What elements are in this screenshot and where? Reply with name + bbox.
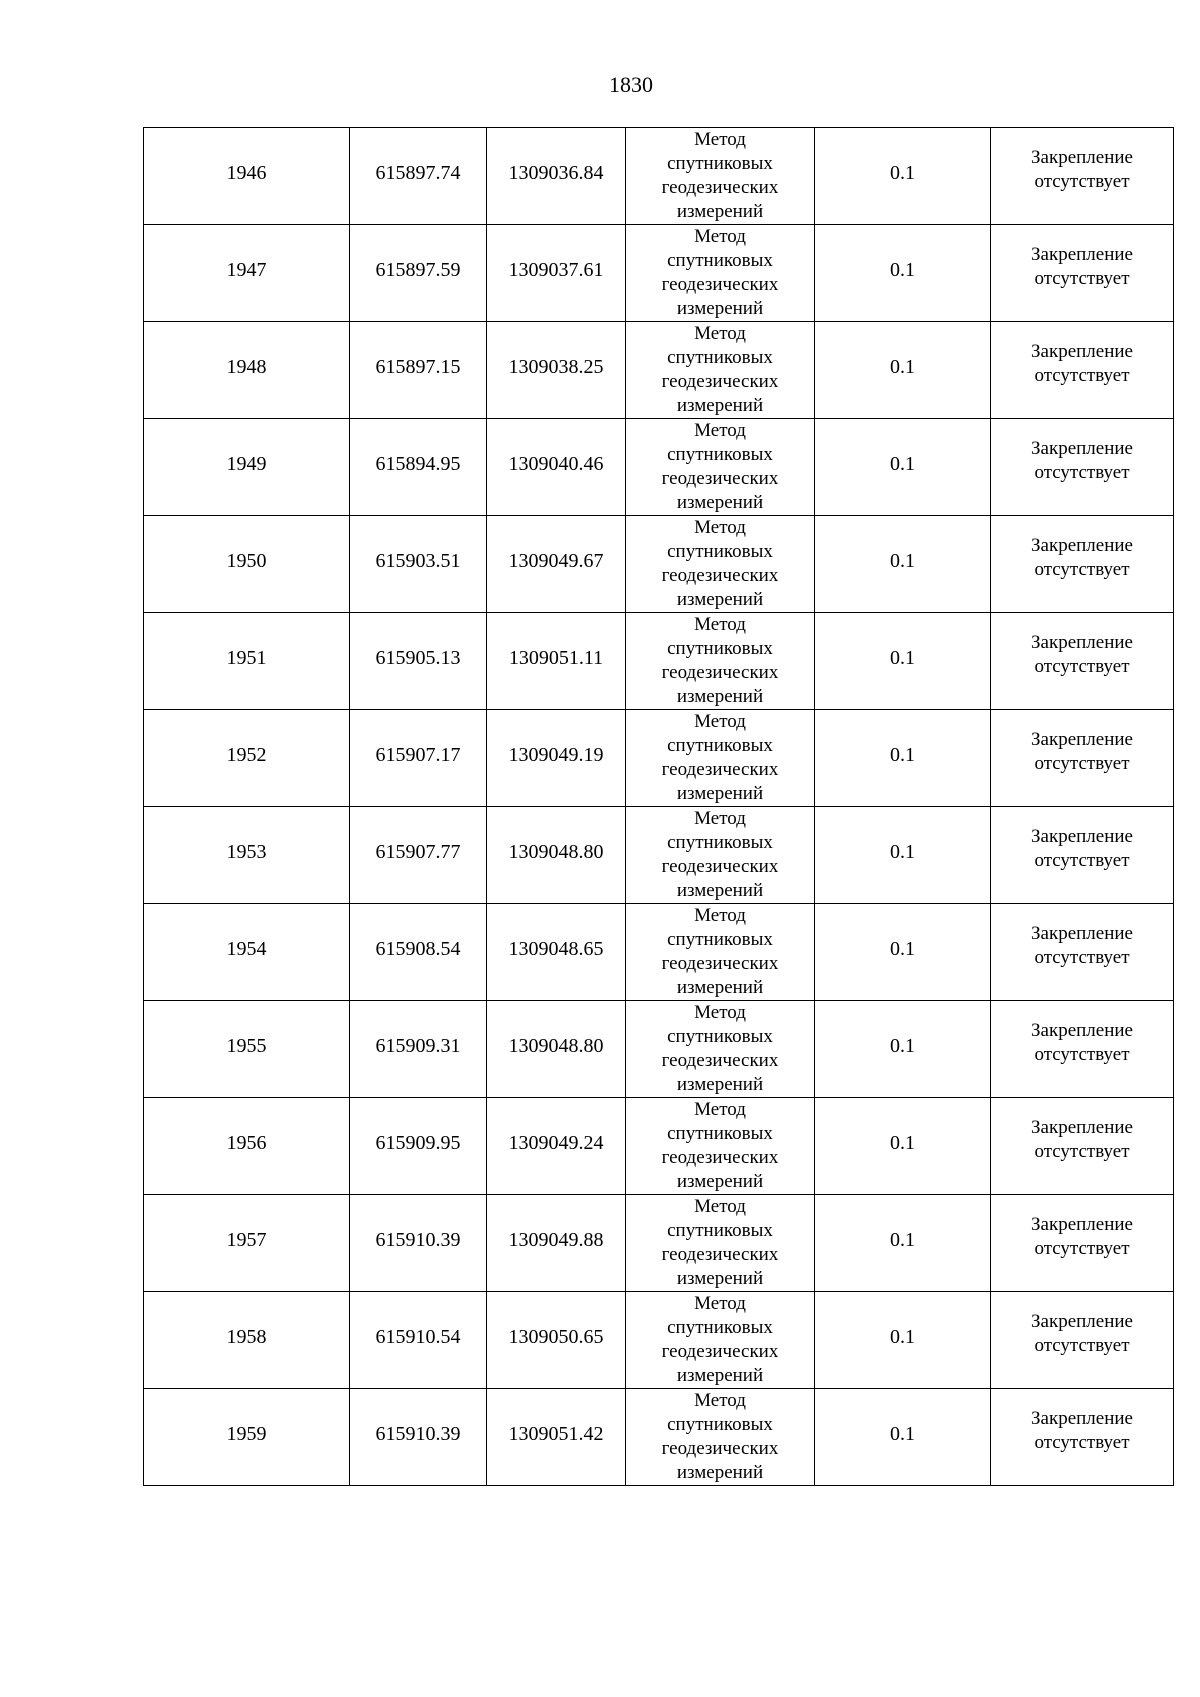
fixing-line: Закрепление <box>1031 1117 1133 1138</box>
method-line: спутниковых <box>667 444 773 465</box>
coordinates-table <box>143 127 1174 1486</box>
method-line: геодезических <box>661 1050 779 1071</box>
method-line: измерений <box>676 977 764 998</box>
x-coordinate-cell-text: 615897.15 <box>375 356 461 378</box>
accuracy-text: 0.1 <box>890 1035 915 1057</box>
y-coordinate-cell-text: 1309048.65 <box>508 938 604 960</box>
y-coordinate-cell-text: 1309049.19 <box>508 744 604 766</box>
method-text <box>626 128 814 224</box>
table-row <box>144 516 1174 613</box>
method-text <box>626 904 814 1000</box>
accuracy-text: 0.1 <box>890 647 915 669</box>
point-number-cell-text: 1946 <box>226 162 267 184</box>
method-line: геодезических <box>661 759 779 780</box>
fixing-line: отсутствует <box>1034 850 1130 871</box>
fixing-line: Закрепление <box>1031 923 1133 944</box>
method-text <box>626 1292 814 1388</box>
x-coordinate-cell <box>350 904 487 1001</box>
accuracy-cell <box>815 904 991 1001</box>
method-line: геодезических <box>661 1244 779 1265</box>
point-number-cell-text: 1956 <box>226 1132 267 1154</box>
point-number-cell <box>144 613 350 710</box>
method-text <box>626 419 814 515</box>
method-line: спутниковых <box>667 1414 773 1435</box>
method-line: Метод <box>694 905 746 926</box>
method-text <box>626 1098 814 1194</box>
x-coordinate-cell-text: 615909.31 <box>375 1035 461 1057</box>
method-line: спутниковых <box>667 347 773 368</box>
table-row <box>144 807 1174 904</box>
point-number-cell-text: 1955 <box>226 1035 267 1057</box>
point-number-cell-text: 1958 <box>226 1326 267 1348</box>
method-line: Метод <box>694 1390 746 1411</box>
method-line: Метод <box>694 1293 746 1314</box>
method-text <box>626 322 814 418</box>
x-coordinate-cell-text: 615910.54 <box>375 1326 461 1348</box>
method-line: Метод <box>694 420 746 441</box>
accuracy-text: 0.1 <box>890 1423 915 1445</box>
fixing-cell <box>991 710 1174 807</box>
method-line: Метод <box>694 711 746 732</box>
x-coordinate-cell-text: 615909.95 <box>375 1132 461 1154</box>
method-cell <box>626 1292 815 1389</box>
y-coordinate-cell-text: 1309051.11 <box>508 647 604 669</box>
method-line: измерений <box>676 783 764 804</box>
method-line: Метод <box>694 808 746 829</box>
y-coordinate-cell <box>487 1195 626 1292</box>
y-coordinate-cell-text: 1309037.61 <box>508 259 604 281</box>
y-coordinate-cell-text: 1309051.42 <box>508 1423 604 1445</box>
fixing-text <box>991 922 1173 970</box>
method-line: измерений <box>676 1462 764 1483</box>
method-line: спутниковых <box>667 153 773 174</box>
table-row <box>144 613 1174 710</box>
method-line: геодезических <box>661 468 779 489</box>
y-coordinate-cell-text: 1309049.67 <box>508 550 604 572</box>
fixing-line: Закрепление <box>1031 1311 1133 1332</box>
x-coordinate-cell <box>350 710 487 807</box>
accuracy-cell <box>815 807 991 904</box>
fixing-cell <box>991 613 1174 710</box>
accuracy-cell <box>815 710 991 807</box>
table-row <box>144 904 1174 1001</box>
method-cell <box>626 516 815 613</box>
point-number-cell-text: 1951 <box>226 647 267 669</box>
fixing-line: отсутствует <box>1034 1238 1130 1259</box>
method-text <box>626 516 814 612</box>
method-text <box>626 1389 814 1485</box>
point-number-cell <box>144 1389 350 1486</box>
x-coordinate-cell <box>350 128 487 225</box>
method-cell <box>626 613 815 710</box>
method-line: Метод <box>694 614 746 635</box>
x-coordinate-cell-text: 615897.74 <box>375 162 461 184</box>
point-number-cell <box>144 516 350 613</box>
fixing-text <box>991 825 1173 873</box>
fixing-cell <box>991 1195 1174 1292</box>
method-line: геодезических <box>661 565 779 586</box>
y-coordinate-cell <box>487 1098 626 1195</box>
method-line: Метод <box>694 129 746 150</box>
point-number-cell <box>144 128 350 225</box>
fixing-line: Закрепление <box>1031 1020 1133 1041</box>
y-coordinate-cell <box>487 807 626 904</box>
point-number-cell <box>144 904 350 1001</box>
point-number-cell-text: 1948 <box>226 356 267 378</box>
fixing-text <box>991 728 1173 776</box>
fixing-text <box>991 146 1173 194</box>
x-coordinate-cell <box>350 419 487 516</box>
fixing-cell <box>991 904 1174 1001</box>
x-coordinate-cell-text: 615907.17 <box>375 744 461 766</box>
method-text <box>626 613 814 709</box>
accuracy-cell <box>815 1195 991 1292</box>
fixing-cell <box>991 516 1174 613</box>
fixing-line: отсутствует <box>1034 365 1130 386</box>
method-line: спутниковых <box>667 1317 773 1338</box>
accuracy-text: 0.1 <box>890 162 915 184</box>
x-coordinate-cell-text: 615908.54 <box>375 938 461 960</box>
y-coordinate-cell <box>487 1389 626 1486</box>
method-cell <box>626 225 815 322</box>
method-line: спутниковых <box>667 832 773 853</box>
point-number-cell-text: 1947 <box>226 259 267 281</box>
fixing-text <box>991 1310 1173 1358</box>
fixing-text <box>991 534 1173 582</box>
accuracy-cell <box>815 1292 991 1389</box>
fixing-line: отсутствует <box>1034 1044 1130 1065</box>
fixing-cell <box>991 1389 1174 1486</box>
method-line: спутниковых <box>667 1123 773 1144</box>
accuracy-cell <box>815 1001 991 1098</box>
x-coordinate-cell <box>350 1292 487 1389</box>
y-coordinate-cell-text: 1309048.80 <box>508 1035 604 1057</box>
y-coordinate-cell-text: 1309049.24 <box>508 1132 604 1154</box>
method-line: измерений <box>676 1268 764 1289</box>
method-cell <box>626 322 815 419</box>
method-cell <box>626 710 815 807</box>
fixing-cell <box>991 1098 1174 1195</box>
method-cell <box>626 1195 815 1292</box>
fixing-cell <box>991 322 1174 419</box>
method-line: Метод <box>694 517 746 538</box>
table-row <box>144 1195 1174 1292</box>
fixing-line: отсутствует <box>1034 656 1130 677</box>
point-number-cell-text: 1954 <box>226 938 267 960</box>
fixing-cell <box>991 1001 1174 1098</box>
y-coordinate-cell-text: 1309048.80 <box>508 841 604 863</box>
x-coordinate-cell <box>350 1098 487 1195</box>
point-number-cell <box>144 1001 350 1098</box>
x-coordinate-cell-text: 615907.77 <box>375 841 461 863</box>
y-coordinate-cell <box>487 1001 626 1098</box>
fixing-line: отсутствует <box>1034 268 1130 289</box>
method-line: геодезических <box>661 662 779 683</box>
method-cell <box>626 128 815 225</box>
method-line: измерений <box>676 201 764 222</box>
table-row <box>144 1001 1174 1098</box>
accuracy-text: 0.1 <box>890 550 915 572</box>
x-coordinate-cell-text: 615897.59 <box>375 259 461 281</box>
point-number-cell <box>144 1292 350 1389</box>
x-coordinate-cell-text: 615905.13 <box>375 647 461 669</box>
method-line: измерений <box>676 492 764 513</box>
accuracy-text: 0.1 <box>890 259 915 281</box>
fixing-cell <box>991 807 1174 904</box>
table-row <box>144 419 1174 516</box>
fixing-text <box>991 1213 1173 1261</box>
method-line: Метод <box>694 1002 746 1023</box>
point-number-cell-text: 1957 <box>226 1229 267 1251</box>
accuracy-cell <box>815 516 991 613</box>
method-line: измерений <box>676 880 764 901</box>
method-cell <box>626 1098 815 1195</box>
point-number-cell-text: 1949 <box>226 453 267 475</box>
fixing-line: Закрепление <box>1031 341 1133 362</box>
y-coordinate-cell <box>487 516 626 613</box>
point-number-cell <box>144 1098 350 1195</box>
fixing-line: отсутствует <box>1034 753 1130 774</box>
accuracy-cell <box>815 128 991 225</box>
method-text <box>626 225 814 321</box>
method-line: спутниковых <box>667 735 773 756</box>
method-line: Метод <box>694 226 746 247</box>
method-line: геодезических <box>661 953 779 974</box>
fixing-text <box>991 243 1173 291</box>
accuracy-text: 0.1 <box>890 453 915 475</box>
accuracy-cell <box>815 1098 991 1195</box>
method-line: геодезических <box>661 371 779 392</box>
y-coordinate-cell <box>487 128 626 225</box>
fixing-line: отсутствует <box>1034 947 1130 968</box>
y-coordinate-cell <box>487 1292 626 1389</box>
method-line: геодезических <box>661 1147 779 1168</box>
method-text <box>626 1195 814 1291</box>
accuracy-cell <box>815 225 991 322</box>
fixing-line: Закрепление <box>1031 1408 1133 1429</box>
method-line: геодезических <box>661 1438 779 1459</box>
fixing-cell <box>991 225 1174 322</box>
fixing-line: отсутствует <box>1034 559 1130 580</box>
table-row <box>144 225 1174 322</box>
y-coordinate-cell <box>487 225 626 322</box>
x-coordinate-cell <box>350 1389 487 1486</box>
fixing-text <box>991 1116 1173 1164</box>
accuracy-text: 0.1 <box>890 356 915 378</box>
y-coordinate-cell-text: 1309038.25 <box>508 356 604 378</box>
table-row <box>144 128 1174 225</box>
point-number-cell <box>144 1195 350 1292</box>
accuracy-text: 0.1 <box>890 1326 915 1348</box>
table-row <box>144 322 1174 419</box>
point-number-cell <box>144 419 350 516</box>
method-line: измерений <box>676 1365 764 1386</box>
accuracy-text: 0.1 <box>890 1229 915 1251</box>
method-text <box>626 807 814 903</box>
x-coordinate-cell <box>350 1195 487 1292</box>
fixing-line: Закрепление <box>1031 632 1133 653</box>
method-line: измерений <box>676 589 764 610</box>
fixing-text <box>991 631 1173 679</box>
point-number-cell <box>144 710 350 807</box>
x-coordinate-cell-text: 615910.39 <box>375 1423 461 1445</box>
point-number-cell-text: 1952 <box>226 744 267 766</box>
page-number: 1830 <box>609 72 653 97</box>
table-row <box>144 710 1174 807</box>
fixing-line: Закрепление <box>1031 147 1133 168</box>
method-line: спутниковых <box>667 1220 773 1241</box>
fixing-line: Закрепление <box>1031 438 1133 459</box>
method-cell <box>626 1389 815 1486</box>
point-number-cell-text: 1959 <box>226 1423 267 1445</box>
fixing-cell <box>991 1292 1174 1389</box>
fixing-line: Закрепление <box>1031 1214 1133 1235</box>
y-coordinate-cell-text: 1309036.84 <box>508 162 604 184</box>
y-coordinate-cell <box>487 419 626 516</box>
method-line: спутниковых <box>667 1026 773 1047</box>
method-line: Метод <box>694 1196 746 1217</box>
method-line: спутниковых <box>667 638 773 659</box>
x-coordinate-cell <box>350 807 487 904</box>
point-number-cell-text: 1950 <box>226 550 267 572</box>
accuracy-cell <box>815 613 991 710</box>
y-coordinate-cell <box>487 710 626 807</box>
fixing-line: Закрепление <box>1031 826 1133 847</box>
fixing-text <box>991 340 1173 388</box>
table-row <box>144 1292 1174 1389</box>
method-line: спутниковых <box>667 250 773 271</box>
method-line: геодезических <box>661 274 779 295</box>
fixing-cell <box>991 128 1174 225</box>
fixing-line: Закрепление <box>1031 244 1133 265</box>
fixing-line: отсутствует <box>1034 1335 1130 1356</box>
y-coordinate-cell-text: 1309049.88 <box>508 1229 604 1251</box>
y-coordinate-cell <box>487 904 626 1001</box>
point-number-cell <box>144 225 350 322</box>
method-cell <box>626 904 815 1001</box>
method-cell <box>626 807 815 904</box>
method-line: Метод <box>694 323 746 344</box>
method-line: измерений <box>676 395 764 416</box>
method-line: Метод <box>694 1099 746 1120</box>
accuracy-cell <box>815 322 991 419</box>
method-line: спутниковых <box>667 929 773 950</box>
fixing-line: Закрепление <box>1031 535 1133 556</box>
fixing-text <box>991 1019 1173 1067</box>
y-coordinate-cell <box>487 322 626 419</box>
method-cell <box>626 1001 815 1098</box>
point-number-cell <box>144 807 350 904</box>
x-coordinate-cell <box>350 1001 487 1098</box>
fixing-line: отсутствует <box>1034 171 1130 192</box>
accuracy-text: 0.1 <box>890 744 915 766</box>
method-line: геодезических <box>661 1341 779 1362</box>
fixing-text <box>991 437 1173 485</box>
x-coordinate-cell <box>350 516 487 613</box>
accuracy-text: 0.1 <box>890 938 915 960</box>
x-coordinate-cell-text: 615910.39 <box>375 1229 461 1251</box>
fixing-line: отсутствует <box>1034 462 1130 483</box>
fixing-cell <box>991 419 1174 516</box>
method-line: спутниковых <box>667 541 773 562</box>
y-coordinate-cell-text: 1309040.46 <box>508 453 604 475</box>
method-line: измерений <box>676 686 764 707</box>
y-coordinate-cell <box>487 613 626 710</box>
accuracy-cell <box>815 419 991 516</box>
table-row <box>144 1098 1174 1195</box>
x-coordinate-cell <box>350 613 487 710</box>
method-text <box>626 710 814 806</box>
x-coordinate-cell-text: 615903.51 <box>375 550 461 572</box>
method-line: геодезических <box>661 856 779 877</box>
x-coordinate-cell-text: 615894.95 <box>375 453 461 475</box>
point-number-cell-text: 1953 <box>226 841 267 863</box>
accuracy-text: 0.1 <box>890 841 915 863</box>
method-cell <box>626 419 815 516</box>
accuracy-cell <box>815 1389 991 1486</box>
table-row <box>144 1389 1174 1486</box>
method-line: измерений <box>676 298 764 319</box>
y-coordinate-cell-text: 1309050.65 <box>508 1326 604 1348</box>
method-line: измерений <box>676 1074 764 1095</box>
point-number-cell <box>144 322 350 419</box>
table-body <box>144 128 1174 1486</box>
method-line: измерений <box>676 1171 764 1192</box>
method-text <box>626 1001 814 1097</box>
fixing-line: Закрепление <box>1031 729 1133 750</box>
fixing-line: отсутствует <box>1034 1141 1130 1162</box>
x-coordinate-cell <box>350 225 487 322</box>
accuracy-text: 0.1 <box>890 1132 915 1154</box>
fixing-text <box>991 1407 1173 1455</box>
x-coordinate-cell <box>350 322 487 419</box>
fixing-line: отсутствует <box>1034 1432 1130 1453</box>
method-line: геодезических <box>661 177 779 198</box>
